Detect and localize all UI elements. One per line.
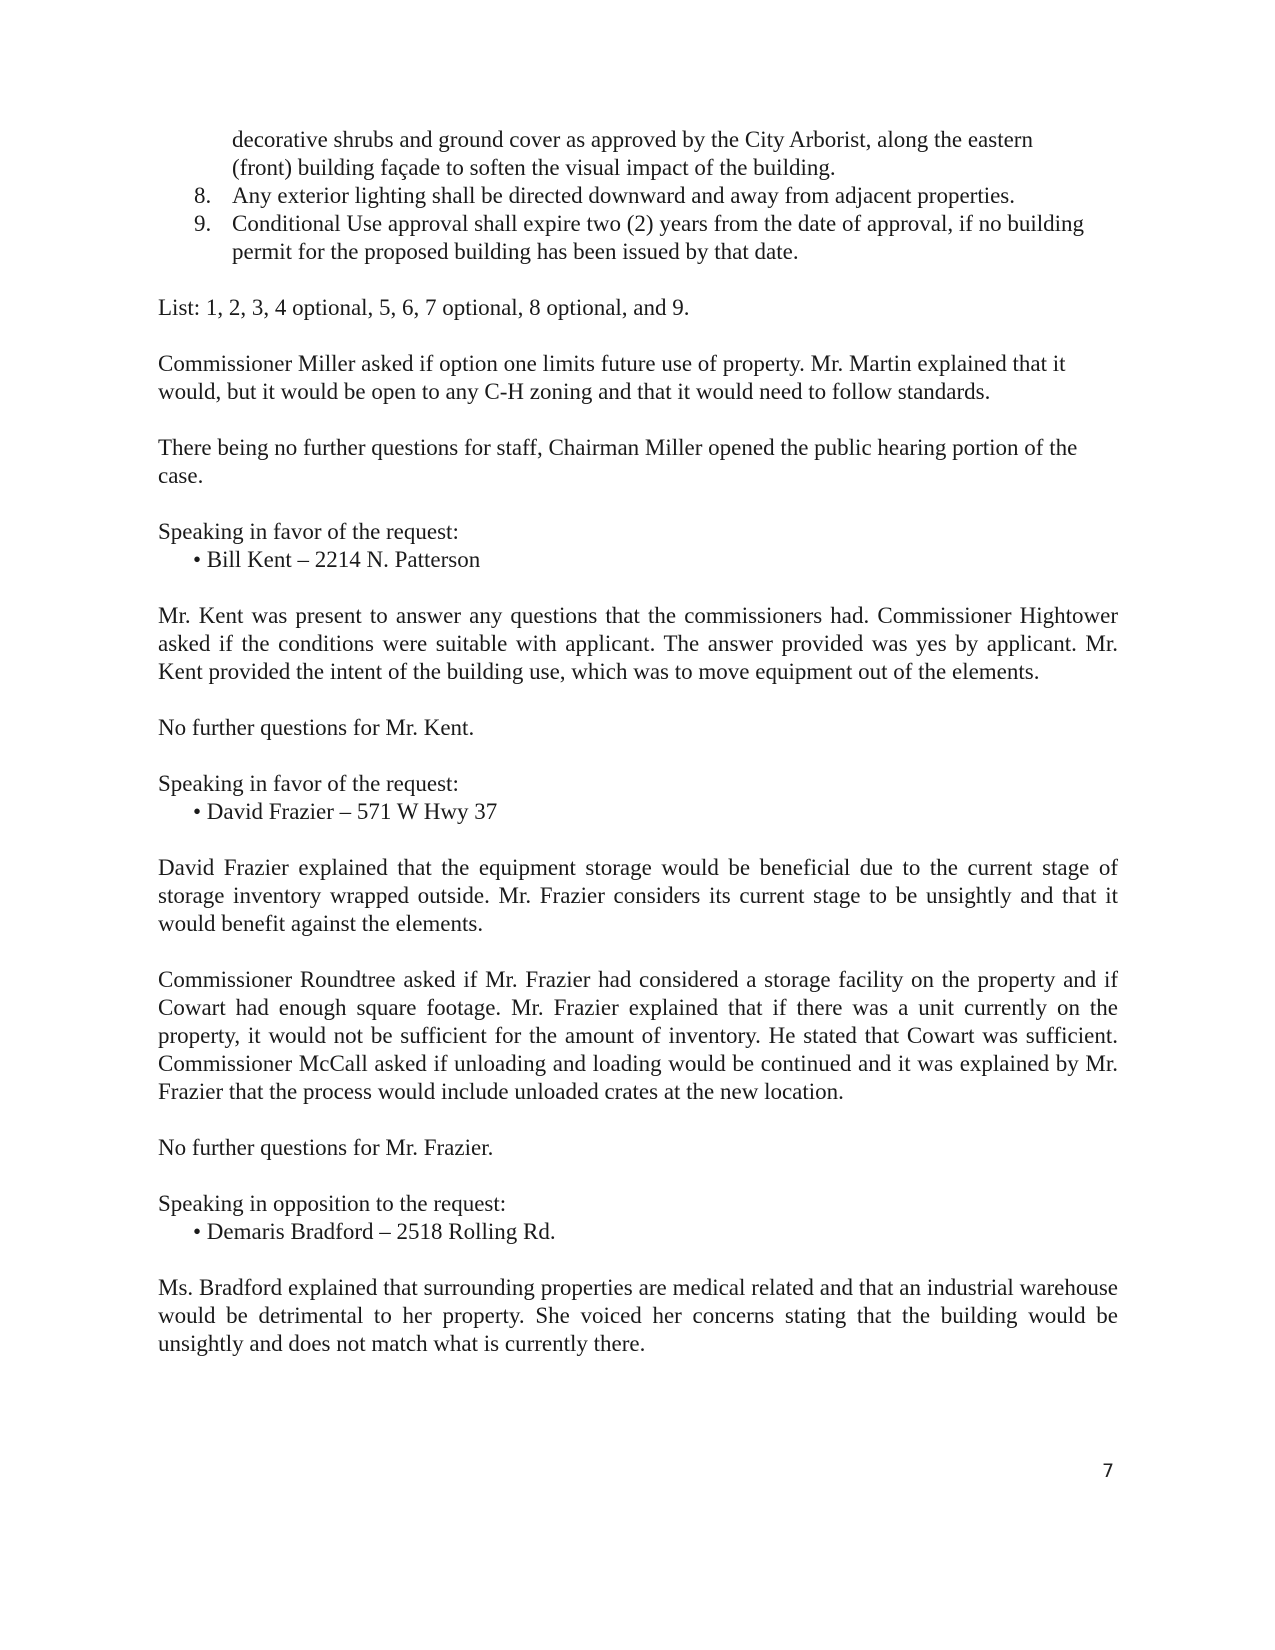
paragraph-roundtree-question: Commissioner Roundtree asked if Mr. Frazier had considered a storage facility on the property and if Cowart had enough square footage. Mr. Frazier explained that if there was a unit currently on the property, it would not be sufficient for the amount of inventory. He stated that Cowart was sufficient. Commissioner McCall asked if unloading and loading would be continued and it was explained by Mr. Frazier that the process would include unloaded crates at the new location. — [158, 967, 1118, 1104]
condition-text: Conditional Use approval shall expire two (2) years from the date of approval, if no building permit for the proposed building has been issued by that date. — [232, 211, 1085, 264]
condition-number: 8. — [194, 183, 212, 208]
speaker-bullet-bradford: • Demaris Bradford – 2518 Rolling Rd. — [193, 1219, 556, 1244]
paragraph-frazier-testimony: David Frazier explained that the equipment storage would be beneficial due to the current stage of storage inventory wrapped outside. Mr. Frazier considers its current stage to be unsightly and that it would benefit against the elements. — [158, 855, 1118, 936]
condition-number: 9. — [194, 211, 212, 236]
speaker-bullet-kent: • Bill Kent – 2214 N. Patterson — [193, 547, 481, 572]
condition-7-continuation-line-1: decorative shrubs and ground cover as approved by the City Arborist, along the eastern — [232, 127, 1033, 152]
condition-text: Any exterior lighting shall be directed downward and away from adjacent properties. — [232, 183, 1016, 208]
condition-item-8 — [194, 182, 1118, 210]
paragraph-kent-testimony: Mr. Kent was present to answer any questions that the commissioners had. Commissioner Hightower asked if the conditions were suitable with applicant. The answer provided was yes by applicant. Mr. Kent provided the intent of the building use, which was to move equipment out of the elements. — [158, 603, 1118, 684]
no-further-questions-kent: No further questions for Mr. Kent. — [158, 715, 475, 740]
page-number: 7 — [1102, 1460, 1115, 1482]
paragraph-miller-question: Commissioner Miller asked if option one limits future use of property. Mr. Martin explained that it would, but it would be open to any C-H zoning and that it would need to follow standards. — [158, 351, 1066, 404]
paragraph-bradford-testimony: Ms. Bradford explained that surrounding properties are medical related and that an industrial warehouse would be detrimental to her property. She voiced her concerns stating that the building would be unsightly and does not match what is currently there. — [158, 1275, 1118, 1356]
no-further-questions-frazier: No further questions for Mr. Frazier. — [158, 1135, 494, 1160]
document-body — [158, 126, 1118, 1358]
speaker-heading-favor-1: Speaking in favor of the request: — [158, 519, 459, 544]
speaker-heading-opposition: Speaking in opposition to the request: — [158, 1191, 507, 1216]
paragraph-public-hearing: There being no further questions for staff, Chairman Miller opened the public hearing portion of the case. — [158, 435, 1078, 488]
condition-item-9 — [194, 210, 1118, 266]
conditions-list-summary: List: 1, 2, 3, 4 optional, 5, 6, 7 optional, 8 optional, and 9. — [158, 295, 690, 320]
speaker-bullet-frazier: • David Frazier – 571 W Hwy 37 — [193, 799, 498, 824]
condition-7-continuation-line-2: (front) building façade to soften the visual impact of the building. — [232, 155, 836, 180]
speaker-heading-favor-2: Speaking in favor of the request: — [158, 771, 459, 796]
